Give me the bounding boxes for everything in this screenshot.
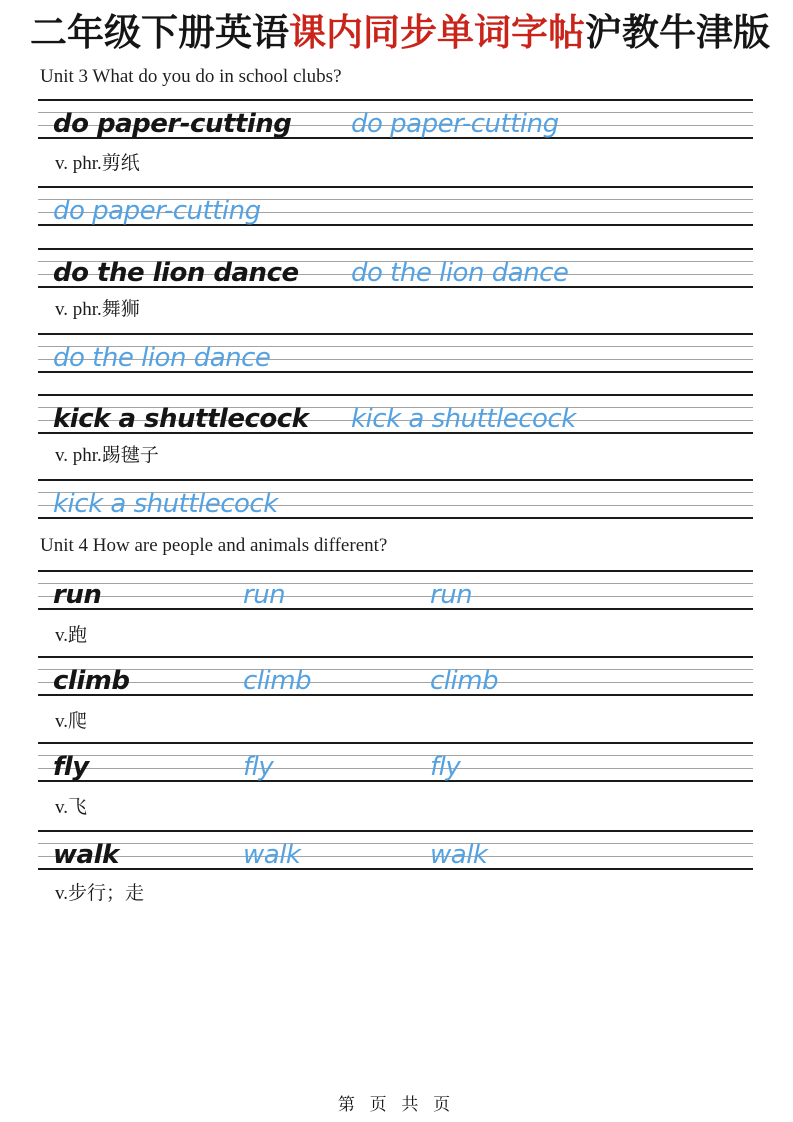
writing-guide: [38, 656, 753, 696]
practice-word-black: climb: [53, 666, 130, 696]
writing-guide: [38, 394, 753, 434]
trace-word-blue: climb: [243, 666, 312, 696]
trace-word-blue: fly: [243, 752, 274, 782]
practice-word-black: run: [53, 580, 102, 610]
trace-word-blue: climb: [430, 666, 499, 696]
practice-word-black: do the lion dance: [53, 258, 299, 288]
trace-word-blue: fly: [430, 752, 461, 782]
page-footer: 第 页 共 页: [337, 1095, 456, 1114]
trace-word-blue: do the lion dance: [351, 258, 569, 288]
writing-guide: [38, 333, 753, 373]
title-segment-right: 沪教牛津版: [585, 12, 770, 53]
writing-guide: [38, 479, 753, 519]
trace-word-blue: walk: [243, 840, 301, 870]
writing-guide: [38, 830, 753, 870]
practice-word-black: do paper-cutting: [53, 109, 292, 139]
practice-word-black: walk: [53, 840, 119, 870]
title-segment-left: 二年级下册英语: [30, 12, 289, 53]
practice-word-black: kick a shuttlecock: [53, 404, 309, 434]
word-definition: v.飞: [55, 797, 88, 818]
title-segment-accent: 课内同步单词字帖: [289, 12, 585, 53]
writing-guide: [38, 248, 753, 288]
unit-4-heading: Unit 4 How are people and animals different?: [40, 535, 388, 556]
word-definition: v.步行；走: [55, 883, 145, 904]
trace-word-blue: kick a shuttlecock: [53, 489, 278, 519]
practice-word-black: fly: [53, 752, 89, 782]
trace-word-blue: do the lion dance: [53, 343, 271, 373]
trace-word-blue: kick a shuttlecock: [351, 404, 576, 434]
writing-guide: [38, 570, 753, 610]
writing-guide: [38, 742, 753, 782]
writing-guide: [38, 99, 753, 139]
word-definition: v. phr.踢毽子: [55, 445, 159, 466]
trace-word-blue: run: [430, 580, 473, 610]
word-definition: v.爬: [55, 711, 88, 732]
trace-word-blue: do paper-cutting: [53, 196, 261, 226]
word-definition: v.跑: [55, 625, 88, 646]
word-definition: v. phr.剪纸: [55, 153, 140, 174]
word-definition: v. phr.舞狮: [55, 299, 140, 320]
unit-3-heading: Unit 3 What do you do in school clubs?: [40, 66, 342, 87]
writing-guide: [38, 186, 753, 226]
trace-word-blue: walk: [430, 840, 488, 870]
page-title: [30, 10, 770, 56]
trace-word-blue: run: [243, 580, 286, 610]
trace-word-blue: do paper-cutting: [351, 109, 559, 139]
